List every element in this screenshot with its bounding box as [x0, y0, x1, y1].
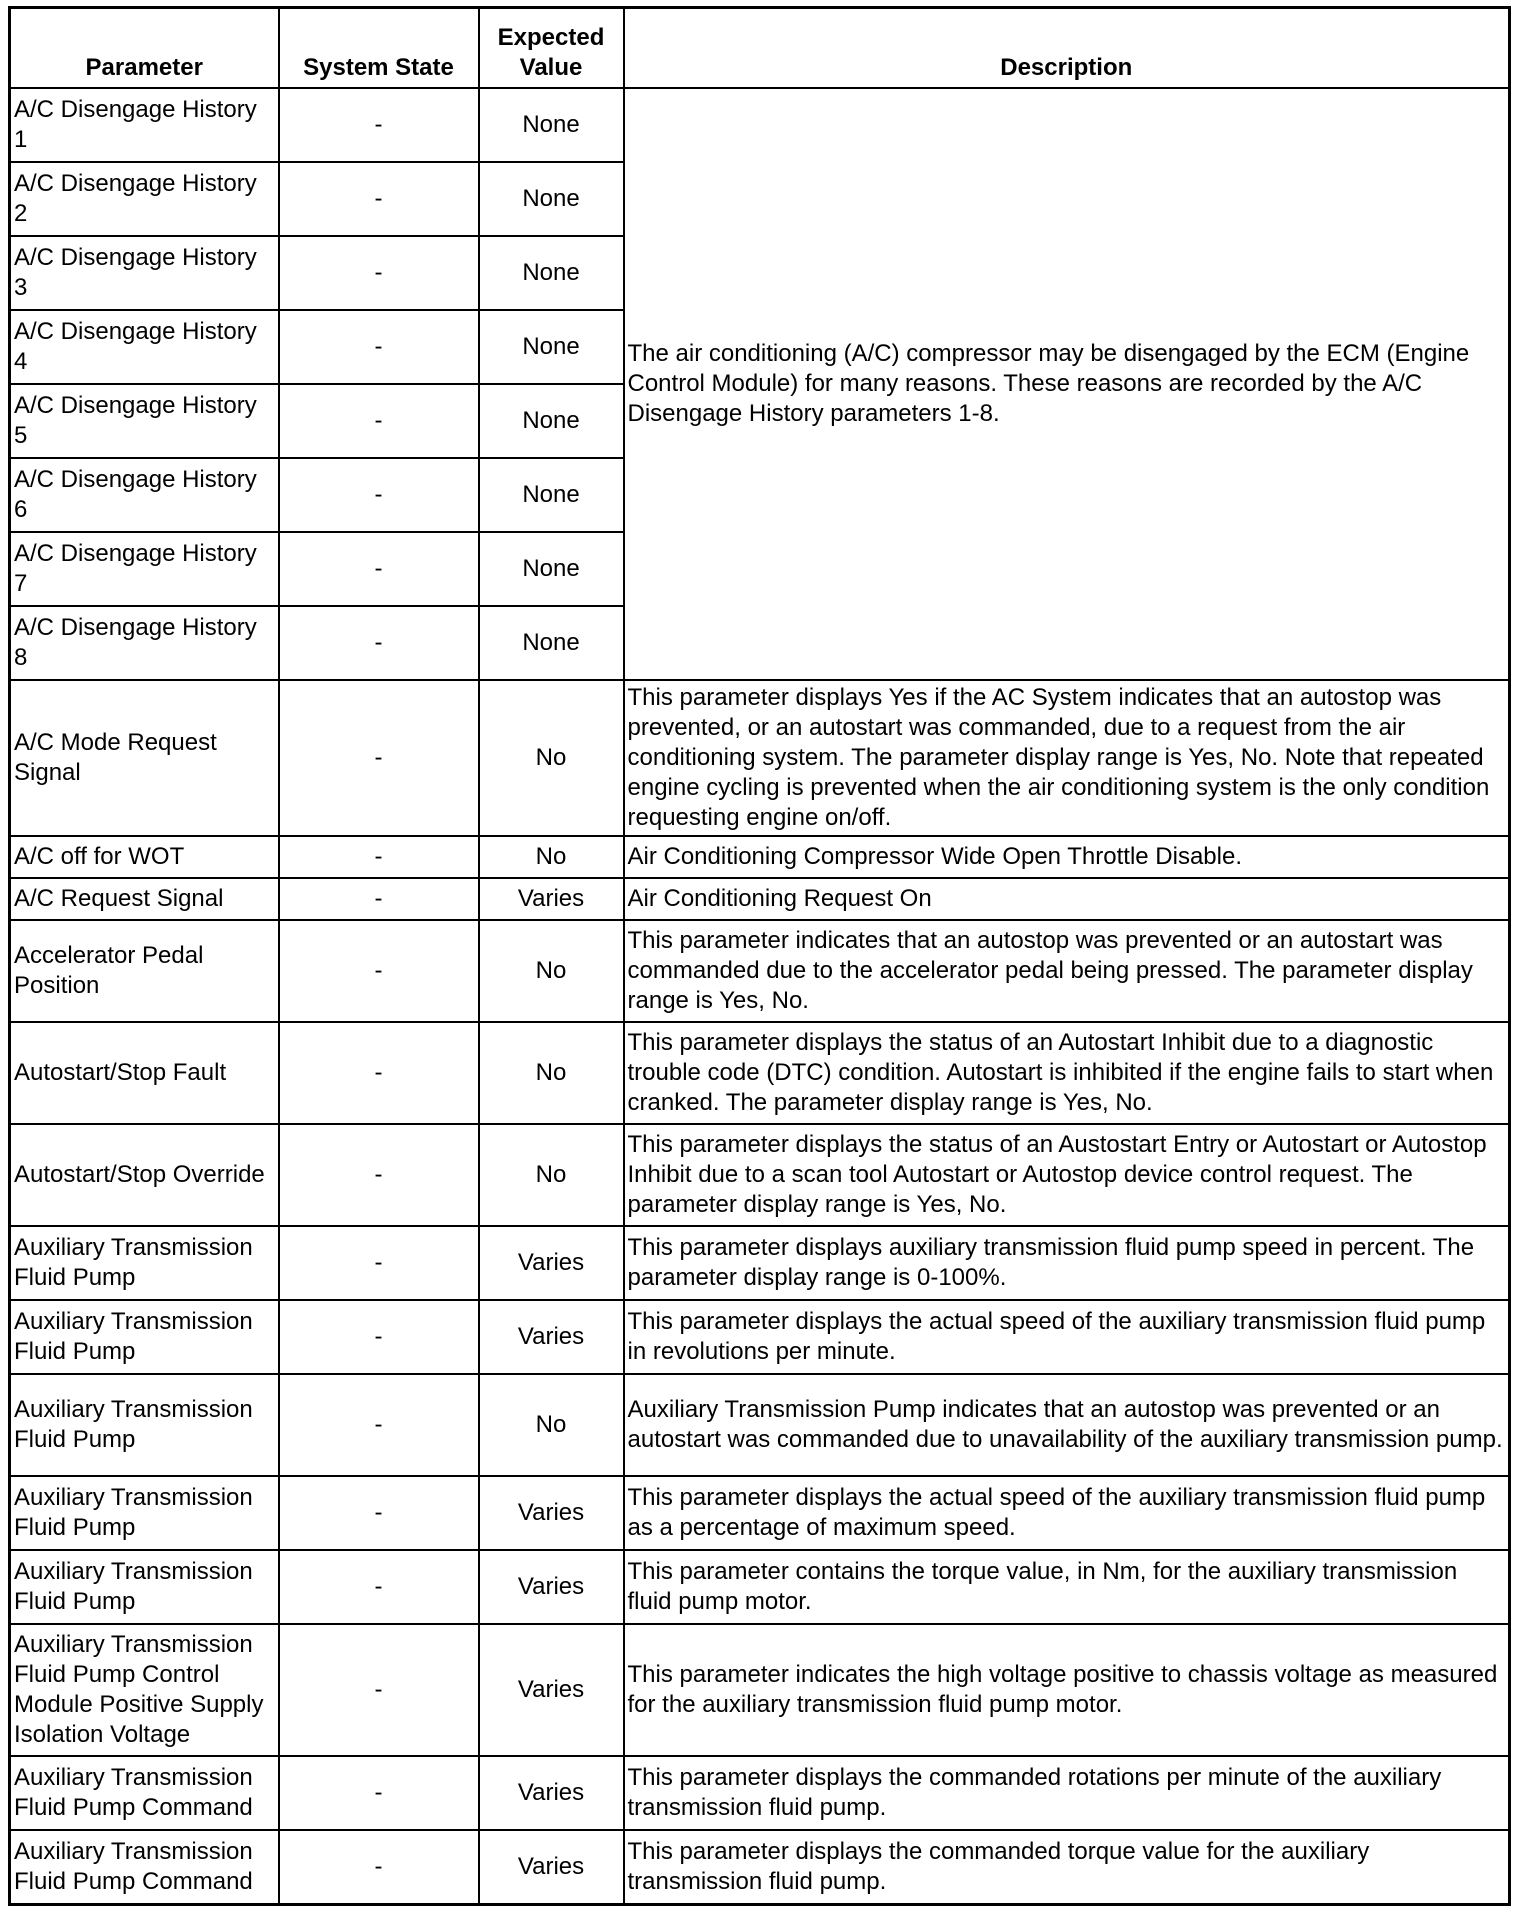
- header-system-state: System State: [279, 8, 479, 89]
- table-row: [10, 1226, 1510, 1300]
- expected-value-cell: No: [479, 1374, 624, 1476]
- system-state-cell: -: [279, 236, 479, 310]
- header-expected-value-line1: Expected: [497, 24, 605, 51]
- description-cell: This parameter indicates the high voltage positive to chassis voltage as measured for the auxiliary transmission fluid pump motor.: [624, 1624, 1510, 1756]
- expected-value-cell: No: [479, 836, 624, 878]
- system-state-cell: -: [279, 532, 479, 606]
- description-cell: This parameter displays the actual speed of the auxiliary transmission fluid pump as a percentage of maximum speed.: [624, 1476, 1510, 1550]
- system-state-cell: -: [279, 1476, 479, 1550]
- system-state-cell: -: [279, 606, 479, 680]
- expected-value-cell: None: [479, 236, 624, 310]
- description-cell: This parameter displays auxiliary transmission fluid pump speed in percent. The parameter display range is 0-100%.: [624, 1226, 1510, 1300]
- description-cell: This parameter displays the actual speed of the auxiliary transmission fluid pump in revolutions per minute.: [624, 1300, 1510, 1374]
- expected-value-cell: Varies: [479, 1476, 624, 1550]
- expected-value-cell: None: [479, 606, 624, 680]
- table-row: [10, 1756, 1510, 1830]
- system-state-cell: -: [279, 162, 479, 236]
- system-state-cell: -: [279, 836, 479, 878]
- parameter-table: [8, 6, 1511, 1906]
- description-cell: This parameter displays the commanded rotations per minute of the auxiliary transmission fluid pump.: [624, 1756, 1510, 1830]
- expected-value-cell: Varies: [479, 878, 624, 920]
- description-cell: This parameter displays the commanded torque value for the auxiliary transmission fluid pump.: [624, 1830, 1510, 1905]
- header-expected-value-line2: Value: [519, 54, 583, 81]
- system-state-cell: -: [279, 1124, 479, 1226]
- table-row: [10, 920, 1510, 1022]
- table-row: [10, 88, 1510, 162]
- description-cell: Air Conditioning Request On: [624, 878, 1510, 920]
- param-cell: Autostart/Stop Fault: [10, 1022, 279, 1124]
- table-row: [10, 836, 1510, 878]
- expected-value-cell: None: [479, 384, 624, 458]
- param-cell: Auxiliary Transmission Fluid Pump: [10, 1550, 279, 1624]
- table-row: [10, 1624, 1510, 1756]
- header-expected-value: [479, 8, 624, 89]
- system-state-cell: -: [279, 88, 479, 162]
- param-cell: Auxiliary Transmission Fluid Pump Control Module Positive Supply Isolation Voltage: [10, 1624, 279, 1756]
- system-state-cell: -: [279, 458, 479, 532]
- system-state-cell: -: [279, 384, 479, 458]
- ac-disengage-history-description: The air conditioning (A/C) compressor may be disengaged by the ECM (Engine Control Module) for many reasons. These reasons are recorded by the A/C Disengage History parameters 1-8.: [624, 88, 1510, 680]
- system-state-cell: -: [279, 1624, 479, 1756]
- expected-value-cell: No: [479, 680, 624, 836]
- expected-value-cell: Varies: [479, 1624, 624, 1756]
- param-cell: A/C Disengage History 8: [10, 606, 279, 680]
- expected-value-cell: Varies: [479, 1550, 624, 1624]
- expected-value-cell: None: [479, 162, 624, 236]
- param-cell: A/C Disengage History 6: [10, 458, 279, 532]
- table-row: [10, 1022, 1510, 1124]
- expected-value-cell: Varies: [479, 1300, 624, 1374]
- param-cell: A/C Mode Request Signal: [10, 680, 279, 836]
- param-cell: Auxiliary Transmission Fluid Pump: [10, 1374, 279, 1476]
- expected-value-cell: None: [479, 88, 624, 162]
- system-state-cell: -: [279, 878, 479, 920]
- expected-value-cell: Varies: [479, 1756, 624, 1830]
- param-cell: A/C Request Signal: [10, 878, 279, 920]
- param-cell: Auxiliary Transmission Fluid Pump Command: [10, 1830, 279, 1905]
- table-row: [10, 878, 1510, 920]
- param-cell: A/C Disengage History 4: [10, 310, 279, 384]
- system-state-cell: -: [279, 920, 479, 1022]
- table-row: [10, 1124, 1510, 1226]
- expected-value-cell: None: [479, 310, 624, 384]
- description-cell: This parameter contains the torque value, in Nm, for the auxiliary transmission fluid pump motor.: [624, 1550, 1510, 1624]
- table-header-row: [10, 8, 1510, 89]
- param-cell: A/C Disengage History 7: [10, 532, 279, 606]
- description-cell: Air Conditioning Compressor Wide Open Throttle Disable.: [624, 836, 1510, 878]
- table-row: [10, 680, 1510, 836]
- table-row: [10, 1830, 1510, 1905]
- expected-value-cell: None: [479, 458, 624, 532]
- description-cell: This parameter displays the status of an Autostart Inhibit due to a diagnostic trouble code (DTC) condition. Autostart is inhibited if the engine fails to start when cranked. The parameter display range is Yes, No.: [624, 1022, 1510, 1124]
- param-cell: Auxiliary Transmission Fluid Pump: [10, 1300, 279, 1374]
- table-row: [10, 1476, 1510, 1550]
- description-cell: Auxiliary Transmission Pump indicates that an autostop was prevented or an autostart was commanded due to unavailability of the auxiliary transmission pump.: [624, 1374, 1510, 1476]
- param-cell: A/C Disengage History 3: [10, 236, 279, 310]
- param-cell: A/C Disengage History 2: [10, 162, 279, 236]
- param-cell: Auxiliary Transmission Fluid Pump: [10, 1476, 279, 1550]
- expected-value-cell: None: [479, 532, 624, 606]
- param-cell: Autostart/Stop Override: [10, 1124, 279, 1226]
- system-state-cell: -: [279, 1022, 479, 1124]
- param-cell: Auxiliary Transmission Fluid Pump Command: [10, 1756, 279, 1830]
- description-cell: This parameter displays the status of an Austostart Entry or Autostart or Autostop Inhibit due to a scan tool Autostart or Autostop device control request. The parameter display range is Yes, No.: [624, 1124, 1510, 1226]
- expected-value-cell: No: [479, 920, 624, 1022]
- system-state-cell: -: [279, 1300, 479, 1374]
- table-row: [10, 1300, 1510, 1374]
- expected-value-cell: Varies: [479, 1830, 624, 1905]
- system-state-cell: -: [279, 1830, 479, 1905]
- description-cell: This parameter displays Yes if the AC System indicates that an autostop was prevented, or an autostart was commanded, due to a request from the air conditioning system. The parameter display range is Yes, No. Note that repeated engine cycling is prevented when the air conditioning system is the only condition requesting engine on/off.: [624, 680, 1510, 836]
- system-state-cell: -: [279, 680, 479, 836]
- table-row: [10, 1550, 1510, 1624]
- param-cell: Accelerator Pedal Position: [10, 920, 279, 1022]
- param-cell: A/C Disengage History 1: [10, 88, 279, 162]
- system-state-cell: -: [279, 1550, 479, 1624]
- system-state-cell: -: [279, 1374, 479, 1476]
- param-cell: A/C off for WOT: [10, 836, 279, 878]
- expected-value-cell: Varies: [479, 1226, 624, 1300]
- expected-value-cell: No: [479, 1022, 624, 1124]
- header-description: Description: [624, 8, 1510, 89]
- description-cell: This parameter indicates that an autostop was prevented or an autostart was commanded due to the accelerator pedal being pressed. The parameter display range is Yes, No.: [624, 920, 1510, 1022]
- system-state-cell: -: [279, 310, 479, 384]
- param-cell: Auxiliary Transmission Fluid Pump: [10, 1226, 279, 1300]
- table-row: [10, 1374, 1510, 1476]
- expected-value-cell: No: [479, 1124, 624, 1226]
- param-cell: A/C Disengage History 5: [10, 384, 279, 458]
- header-parameter: Parameter: [10, 8, 279, 89]
- system-state-cell: -: [279, 1756, 479, 1830]
- system-state-cell: -: [279, 1226, 479, 1300]
